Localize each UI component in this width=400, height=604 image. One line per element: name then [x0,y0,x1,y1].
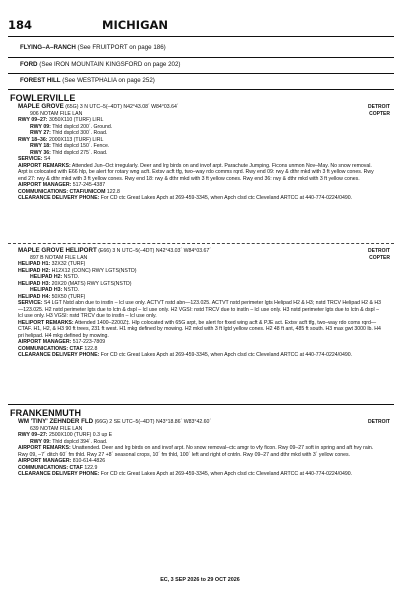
helipad-value: 50X50 (TURF) [51,293,86,300]
chart-ref: DETROIT [368,104,390,110]
runway-label: RWY 09–27: [18,432,48,438]
city-heading: FRANKENMUTH [10,408,82,418]
airport-entry-maple-grove-heliport [18,248,382,359]
manager-label: AIRPORT MANAGER: [18,458,72,464]
xref-note: (See FRUITPORT on page 186) [77,44,166,51]
helipad-label: HELIPAD H2: [30,274,63,280]
chart-ref: DETROIT [368,419,390,425]
helipad-label: HELIPAD H4: [18,293,51,300]
runway-end-value: Thld dsplcd 150´. Fence. [52,143,110,149]
effective-dates-footer: EC, 3 SEP 2026 to 29 OCT 2026 [160,577,240,583]
helipad-value: NSTD. [63,287,80,293]
manager-label: AIRPORT MANAGER: [18,339,72,345]
service-value: S4 LGT Nstd abn due to instln – lcl use only. ACTVT nstd abn—123.025. ACTVT nstd perimeter lgts Helipad H2 & H3; nstd TRCV Helipad H2 & H3—123.025. H2 nstd perimeter lgts due to lctn & dspl – lcl use only. H2 VGSI: nstd TRCV due to instln – lcl use only. H3 nstd perimeter lgts due to lctn & dspl – lcl use only. H3 VGSI: nstd TRCV due to instln – lcl use only. [18,300,382,319]
remarks-label: AIRPORT REMARKS: [18,162,71,169]
xref-ford [20,61,180,69]
runway-end-label: RWY 27: [30,130,51,136]
remarks-label: AIRPORT REMARKS: [18,445,71,451]
runway-label: RWY 09–27: [18,117,48,123]
airport-entry-zehnder [18,419,382,478]
chart-ref: COPTER [369,254,390,261]
airport-entry-maple-grove [18,104,382,202]
comm-freq: 122.8 [106,188,120,195]
comm-freq: 122.9 [84,464,98,471]
runway-end-value: Thld dsplcd 394´. Road. [52,438,108,445]
runway-end-label: RWY 09: [30,123,51,130]
divider [8,57,394,58]
helipad-value: H12X12 (CONC) RWY LGTS(NSTD) [51,267,137,274]
helipad-value: 32X32 (TURF) [51,261,86,267]
clearance-text: For CD ctc Great Lakes Apch at 269-459-3345, when Apch clsd ctc Cleveland ARTCC at 440-774-0224/0490. [100,352,353,358]
remarks-label: HELIPORT REMARKS: [18,319,74,326]
airport-id-line: (E66) 3 N UTC–5(–4DT) N42°43.03´ W84°03.67´ [98,248,212,254]
remarks-text: Attended 1400–2200Z‡. Hlp colocated with 65G arpt, be alert for fixed wing acft & PJE act. Extsv acft tfg, two–way rdo coms rqrd—CTAF. H1, H2, & H3 90 ft trees, 231 ft west. H1 mkg defined by mowing. H2 mkd with 3 ft lgtd yellow cones. H2 48 ft ant, 485 ft south. H3 max gwt 3000 lb. H4 pri helipad. H4 mkg defined by mowing. [18,319,381,339]
clearance-label: CLEARANCE DELIVERY PHONE: [18,352,100,358]
manager-phone: 517-245-4387 [72,182,106,188]
runway-end-label: RWY 09: [30,438,51,445]
xref-name: FORD [20,61,38,68]
service-label: SERVICE: [18,156,43,162]
xref-name: FOREST HILL [20,77,61,84]
xref-flying-a-ranch [20,44,166,52]
runway-end-label: RWY 18: [30,143,51,149]
service-value: S4 [43,156,51,162]
chart-refs [368,104,390,117]
airport-elevation: 906 NOTAM FILE LAN [30,110,83,117]
runway-end-label: RWY 36: [30,149,51,156]
page-header [8,18,392,32]
airport-name: WM 'TINY' ZEHNDER FLD [18,418,94,425]
helipad-label: HELIPAD H2: [18,267,51,274]
service-label: SERVICE: [18,300,43,306]
comm-freq: 122.8 [84,345,98,352]
chart-ref: COPTER [369,110,390,117]
entry-separator [8,243,394,244]
airport-id-line: (66G) 2 SE UTC–5(–4DT) N43°18.86´ W83°42.60´ [94,419,212,425]
runway-value: 2000X113 (TURF) LIRL [48,136,104,143]
page-number: 184 [8,18,33,32]
airport-id-line: (65G) 3 N UTC–5(–4DT) N42°43.08´ W84°03.64´ [65,104,179,110]
divider [8,73,394,74]
comm-label: COMMUNICATIONS: CTAF [18,464,83,471]
remarks-text: Attended Jun–Oct irregularly. Deer and lrg birds on and invof arpt. Parachute Jumping. Ficons unmon Nov–May. No snow removal. Arpt is colocated with E66 hlp, be alert for rotary wng acft. Extsv acft tfg, two–way rdo comms rqrd. Rwy end 09: rwy & dthr mkd with 3 ft yellow cones. Rwy end 27: rwy & dthr mkd with 3 ft yellow cones. Rwy end 18: rwy & dthr mkd with 3 ft yellow cones. Rwy end 36: rwy & dthr mkd with 3 ft yellow cones. [18,162,374,182]
clearance-label: CLEARANCE DELIVERY PHONE: [18,471,100,477]
runway-label: RWY 18–36: [18,136,48,143]
xref-note: (See WESTPHALIA on page 252) [62,77,155,84]
xref-forest-hill [20,77,155,85]
runway-end-value: Thld dsplcd 300´. Road. [52,130,108,136]
runway-end-value: Thld dsplcd 200´. Ground. [52,123,113,130]
clearance-text: For CD ctc Great Lakes Apch at 269-459-3345, when Apch clsd ctc Cleveland ARTCC at 440-774-0224/0490. [100,195,353,201]
divider [8,404,394,405]
helipad-value: NSTD. [63,274,80,280]
chart-ref: DETROIT [368,248,390,254]
state-title: MICHIGAN [102,18,169,32]
chart-refs [368,419,390,426]
helipad-value: 20X20 (MATS) RWY LGTS(NSTD) [51,280,132,287]
manager-phone: 517-223-7809 [72,339,106,345]
clearance-text: For CD ctc Great Lakes Apch at 269-459-3345, when Apch clsd ctc Cleveland ARTCC at 440-774-0224/0490. [100,471,353,477]
xref-note: (See IRON MOUNTAIN KINGSFORD on page 202) [39,61,181,68]
manager-phone: 810-614-4826 [72,458,106,464]
header-rule [8,36,394,37]
divider [8,89,394,90]
runway-end-value: Thld dsplcd 275´. Road. [52,149,108,156]
clearance-label: CLEARANCE DELIVERY PHONE: [18,195,100,201]
manager-label: AIRPORT MANAGER: [18,182,72,188]
city-heading: FOWLERVILLE [10,93,76,103]
comm-label: COMMUNICATIONS: CTAF [18,345,83,352]
comm-label: COMMUNICATIONS: CTAF/UNICOM [18,188,106,195]
helipad-label: HELIPAD H3: [18,280,51,287]
helipad-label: HELIPAD H3: [30,287,63,293]
runway-value: 2500X100 (TURF) 0.3 up E [48,432,113,438]
runway-value: 3050X110 (TURF) LIRL [48,117,104,123]
airport-name: MAPLE GROVE [18,103,64,110]
remarks-text: Unattended. Deer and lrg birds on and invof arpt. No snow removal–ctc amgr to vfy ficon. Rwy 09–27 soft in spring and aft hvy rain. Rwy 09, –7´ ditch 60´ fm thld. Rwy 27 +8´ seasonal crops, 10´ fm thld, 100´ left and right of cntrln. Rwy 09–27 and dthr mkd with 3´ yellow cones. [18,445,374,458]
chart-refs [368,248,390,261]
airport-elevation: 897 B NOTAM FILE LAN [30,254,88,261]
helipad-label: HELIPAD H1: [18,261,51,267]
airport-name: MAPLE GROVE HELIPORT [18,247,97,254]
airport-elevation: 639 NOTAM FILE LAN [30,425,83,432]
xref-name: FLYING–A–RANCH [20,44,76,51]
